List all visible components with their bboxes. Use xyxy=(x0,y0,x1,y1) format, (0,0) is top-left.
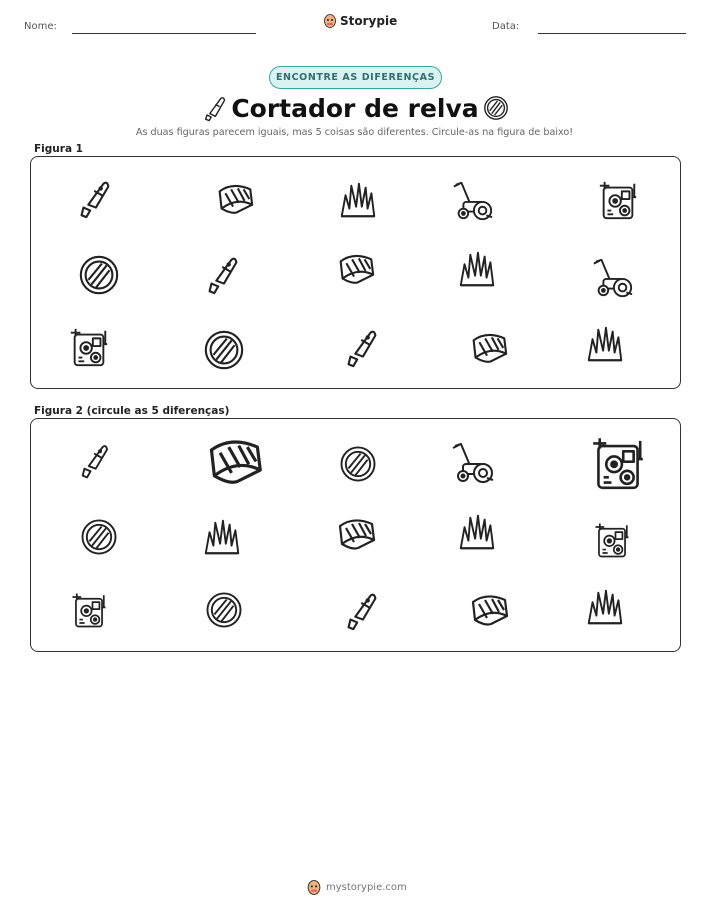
date-label: Data: xyxy=(492,21,520,32)
towel-icon xyxy=(332,510,378,556)
date-field[interactable] xyxy=(538,33,686,34)
mascot-icon xyxy=(307,880,321,895)
engine-icon xyxy=(67,325,111,369)
lawnmower-icon xyxy=(449,440,495,486)
figure-1-label: Figura 1 xyxy=(34,143,83,155)
knife-icon xyxy=(74,440,114,480)
lawnmower-icon xyxy=(590,256,634,300)
footer-site: mystorypie.com xyxy=(326,882,407,893)
wheel-icon xyxy=(482,93,510,123)
title-row xyxy=(200,90,510,126)
engine-icon xyxy=(588,433,648,493)
wheel-icon xyxy=(338,444,378,484)
towel-icon xyxy=(466,325,510,369)
grass-icon xyxy=(583,585,627,629)
towel-icon xyxy=(212,176,256,220)
grass-icon xyxy=(455,510,499,554)
activity-badge: ENCONTRE AS DIFERENÇAS xyxy=(269,66,442,89)
wheel-icon xyxy=(202,328,246,372)
grass-icon xyxy=(336,178,380,222)
knife-icon xyxy=(72,176,116,220)
knife-icon xyxy=(339,588,383,632)
wheel-icon xyxy=(204,590,244,630)
engine-icon xyxy=(596,178,640,222)
grass-icon xyxy=(455,247,499,291)
towel-icon xyxy=(200,427,266,493)
towel-icon xyxy=(333,246,377,290)
knife-icon xyxy=(200,252,244,296)
brand-name: Storypie xyxy=(340,14,398,28)
footer xyxy=(307,880,407,895)
engine-icon xyxy=(69,590,109,630)
mascot-icon xyxy=(324,14,336,28)
towel-icon xyxy=(465,586,511,632)
lawnmower-icon xyxy=(450,179,494,223)
knife-icon xyxy=(339,325,383,369)
brand-logo xyxy=(324,14,397,28)
engine-icon xyxy=(592,520,632,560)
name-field[interactable] xyxy=(72,33,256,34)
instructions-text: As duas figuras parecem iguais, mas 5 coisas são diferentes. Circule-as na figura de baixo! xyxy=(135,127,574,138)
grass-icon xyxy=(583,322,627,366)
name-label: Nome: xyxy=(24,21,57,32)
grass-icon xyxy=(200,515,244,559)
figure-2-label: Figura 2 (circule as 5 diferenças) xyxy=(34,405,230,417)
wheel-icon xyxy=(77,253,121,297)
page-title: Cortador de relva xyxy=(231,93,479,123)
knife-icon xyxy=(200,93,228,123)
wheel-icon xyxy=(79,517,119,557)
